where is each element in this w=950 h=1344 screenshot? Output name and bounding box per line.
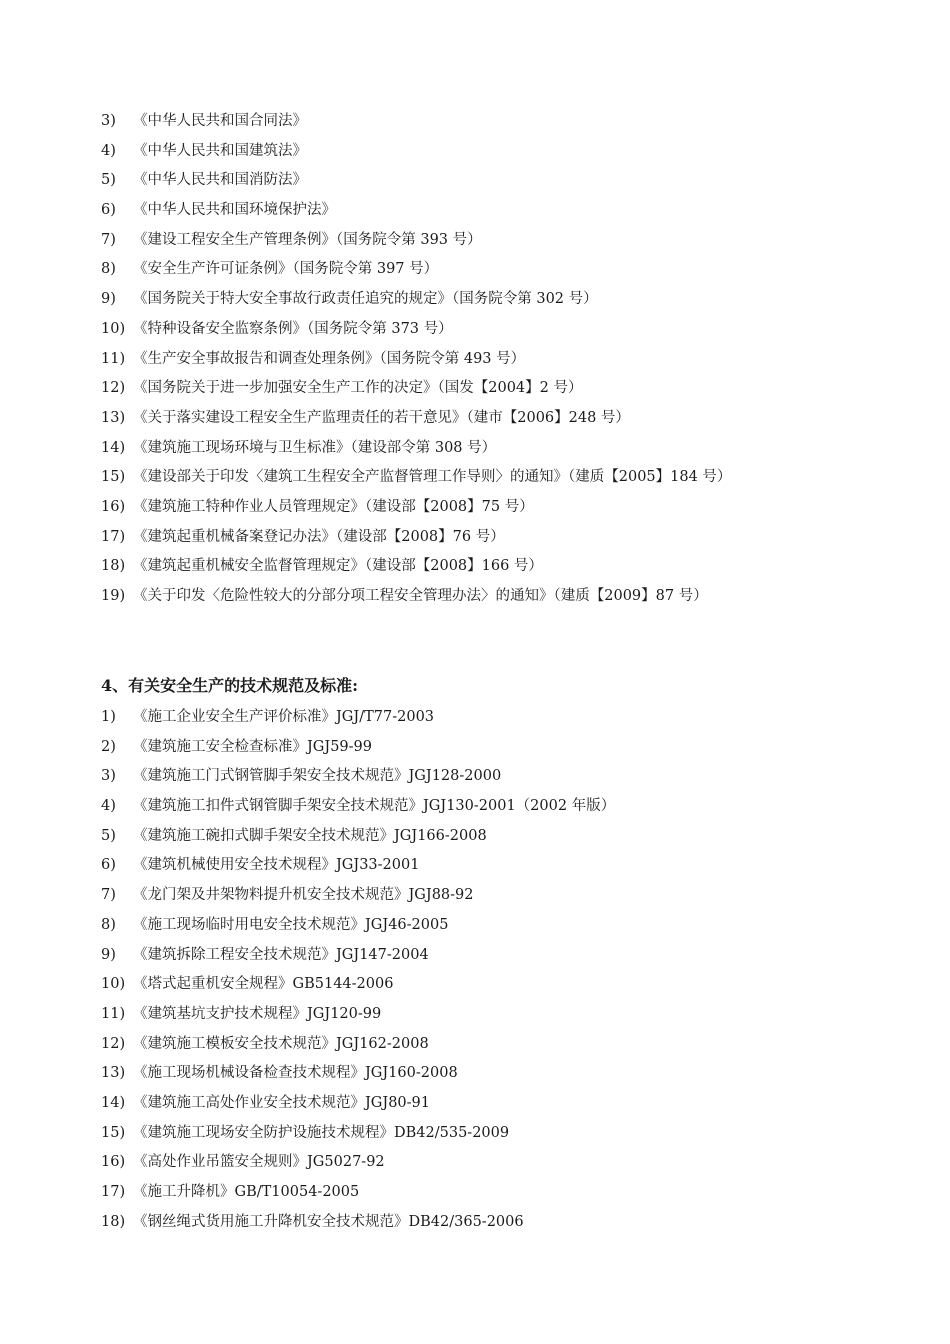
list-item bbox=[101, 523, 731, 553]
list-item-text: 《建筑施工门式钢管脚手架安全技术规范》JGJ128-2000 bbox=[133, 768, 502, 785]
list-item-text: 《中华人民共和国合同法》 bbox=[133, 113, 307, 129]
list-item-text: 《施工升降机》GB/T10054-2005 bbox=[133, 1184, 360, 1200]
list-item bbox=[101, 285, 731, 315]
list-item bbox=[101, 196, 731, 226]
regulations-list bbox=[101, 107, 731, 612]
list-item bbox=[101, 137, 731, 167]
list-item-text: 《高处作业吊篮安全规则》JG5027-92 bbox=[133, 1154, 385, 1171]
list-item bbox=[101, 374, 731, 404]
list-item-number: 15) bbox=[101, 469, 126, 486]
list-item-number: 4) bbox=[101, 798, 116, 815]
list-item bbox=[101, 1059, 615, 1089]
list-item-text: 《建筑施工安全检查标准》JGJ59-99 bbox=[133, 738, 373, 755]
list-item-number: 3) bbox=[101, 113, 116, 129]
list-item bbox=[101, 970, 615, 1000]
list-item bbox=[101, 822, 615, 852]
list-item-number: 16) bbox=[101, 498, 126, 515]
list-item-text: 《建设工程安全生产管理条例》（国务院令第 393 号） bbox=[133, 231, 482, 248]
list-item-text: 《建设部关于印发〈建筑工生程安全产监督管理工作导则〉的通知》（建质【2005】184 号） bbox=[133, 469, 732, 486]
list-item-number: 12) bbox=[101, 1035, 126, 1052]
list-item-number: 8) bbox=[101, 261, 116, 278]
list-item-number: 6) bbox=[101, 202, 116, 219]
list-item-number: 14) bbox=[101, 1094, 126, 1111]
list-item bbox=[101, 404, 731, 434]
list-item-number: 16) bbox=[101, 1154, 126, 1171]
list-item bbox=[101, 1000, 615, 1030]
list-item-text: 《中华人民共和国消防法》 bbox=[133, 172, 307, 189]
list-item-text: 《塔式起重机安全规程》GB5144-2006 bbox=[133, 976, 394, 993]
list-item bbox=[101, 881, 615, 911]
list-item-number: 13) bbox=[101, 409, 126, 426]
list-item-text: 《生产安全事故报告和调查处理条例》（国务院令第 493 号） bbox=[133, 350, 526, 367]
list-item bbox=[101, 315, 731, 345]
list-item-number: 5) bbox=[101, 172, 116, 189]
list-item bbox=[101, 792, 615, 822]
list-item-text: 《建筑机械使用安全技术规程》JGJ33-2001 bbox=[133, 857, 420, 874]
list-item-text: 《施工企业安全生产评价标准》JGJ/T77-2003 bbox=[133, 709, 435, 725]
list-item-number: 4) bbox=[101, 142, 116, 159]
list-item-text: 《中华人民共和国环境保护法》 bbox=[133, 202, 336, 219]
list-item bbox=[101, 226, 731, 256]
list-item-text: 《国务院关于特大安全事故行政责任追究的规定》（国务院令第 302 号） bbox=[133, 291, 598, 308]
list-item-text: 《建筑起重机械备案登记办法》（建设部【2008】76 号） bbox=[133, 528, 505, 545]
list-item-text: 《建筑起重机械安全监督管理规定》（建设部【2008】166 号） bbox=[133, 558, 543, 575]
list-item-number: 7) bbox=[101, 887, 116, 904]
list-item-number: 12) bbox=[101, 380, 126, 397]
list-item-number: 10) bbox=[101, 976, 126, 993]
list-item-text: 《建筑施工碗扣式脚手架安全技术规范》JGJ166-2008 bbox=[133, 827, 487, 844]
list-item-text: 《建筑施工扣件式钢管脚手架安全技术规范》JGJ130-2001（2002 年版） bbox=[133, 798, 616, 815]
list-item bbox=[101, 345, 731, 375]
list-item-text: 《建筑施工模板安全技术规范》JGJ162-2008 bbox=[133, 1035, 429, 1052]
list-item bbox=[101, 941, 615, 971]
list-item-text: 《建筑拆除工程安全技术规范》JGJ147-2004 bbox=[133, 946, 429, 963]
list-item bbox=[101, 1089, 615, 1119]
list-item bbox=[101, 166, 731, 196]
list-item-number: 17) bbox=[101, 528, 126, 545]
list-item bbox=[101, 107, 731, 137]
list-item-text: 《钢丝绳式货用施工升降机安全技术规范》DB42/365-2006 bbox=[133, 1213, 524, 1230]
list-item-text: 《建筑施工高处作业安全技术规范》JGJ80-91 bbox=[133, 1094, 431, 1111]
list-item-number: 5) bbox=[101, 827, 116, 844]
list-item-text: 《特种设备安全监察条例》（国务院令第 373 号） bbox=[133, 320, 453, 337]
section-heading: 4、有关安全生产的技术规范及标准: bbox=[101, 676, 359, 695]
list-item-number: 8) bbox=[101, 916, 116, 933]
list-item bbox=[101, 703, 615, 733]
list-item-text: 《龙门架及井架物料提升机安全技术规范》JGJ88-92 bbox=[133, 887, 474, 904]
list-item-text: 《建筑施工特种作业人员管理规定》（建设部【2008】75 号） bbox=[133, 498, 534, 515]
list-item-number: 13) bbox=[101, 1065, 126, 1082]
list-item-number: 10) bbox=[101, 320, 126, 337]
list-item bbox=[101, 434, 731, 464]
list-item-number: 9) bbox=[101, 946, 116, 963]
list-item-number: 11) bbox=[101, 1005, 126, 1022]
list-item-text: 《中华人民共和国建筑法》 bbox=[133, 142, 307, 159]
list-item-text: 《施工现场临时用电安全技术规范》JGJ46-2005 bbox=[133, 916, 449, 933]
list-item bbox=[101, 733, 615, 763]
list-item-number: 9) bbox=[101, 291, 116, 308]
list-item-number: 1) bbox=[101, 709, 116, 725]
list-item-number: 17) bbox=[101, 1184, 126, 1200]
list-item-number: 3) bbox=[101, 768, 116, 785]
list-item-text: 《关于落实建设工程安全生产监理责任的若干意见》（建市【2006】248 号） bbox=[133, 409, 630, 426]
list-item bbox=[101, 762, 615, 792]
list-item bbox=[101, 463, 731, 493]
list-item-text: 《施工现场机械设备检查技术规程》JGJ160-2008 bbox=[133, 1065, 458, 1082]
list-item-number: 19) bbox=[101, 588, 126, 604]
list-item bbox=[101, 1148, 615, 1178]
list-item bbox=[101, 582, 731, 612]
list-item bbox=[101, 552, 731, 582]
list-item-text: 《关于印发〈危险性较大的分部分项工程安全管理办法〉的通知》（建质【2009】87 号） bbox=[133, 588, 708, 604]
list-item-number: 15) bbox=[101, 1124, 126, 1141]
standards-list bbox=[101, 703, 615, 1237]
list-item-text: 《建筑基坑支护技术规程》JGJ120-99 bbox=[133, 1005, 382, 1022]
list-item-number: 18) bbox=[101, 1213, 126, 1230]
list-item-number: 7) bbox=[101, 231, 116, 248]
list-item bbox=[101, 911, 615, 941]
list-item-text: 《安全生产许可证条例》（国务院令第 397 号） bbox=[133, 261, 439, 278]
list-item-number: 2) bbox=[101, 738, 116, 755]
list-item-text: 《建筑施工现场安全防护设施技术规程》DB42/535-2009 bbox=[133, 1124, 510, 1141]
list-item bbox=[101, 255, 731, 285]
list-item-number: 6) bbox=[101, 857, 116, 874]
list-item-text: 《建筑施工现场环境与卫生标准》（建设部令第 308 号） bbox=[133, 439, 497, 456]
list-item-text: 《国务院关于进一步加强安全生产工作的决定》（国发【2004】2 号） bbox=[133, 380, 583, 397]
list-item bbox=[101, 1119, 615, 1149]
list-item bbox=[101, 1030, 615, 1060]
list-item-number: 18) bbox=[101, 558, 126, 575]
list-item-number: 11) bbox=[101, 350, 126, 367]
list-item bbox=[101, 1208, 615, 1238]
list-item-number: 14) bbox=[101, 439, 126, 456]
list-item bbox=[101, 493, 731, 523]
list-item bbox=[101, 851, 615, 881]
list-item bbox=[101, 1178, 615, 1208]
